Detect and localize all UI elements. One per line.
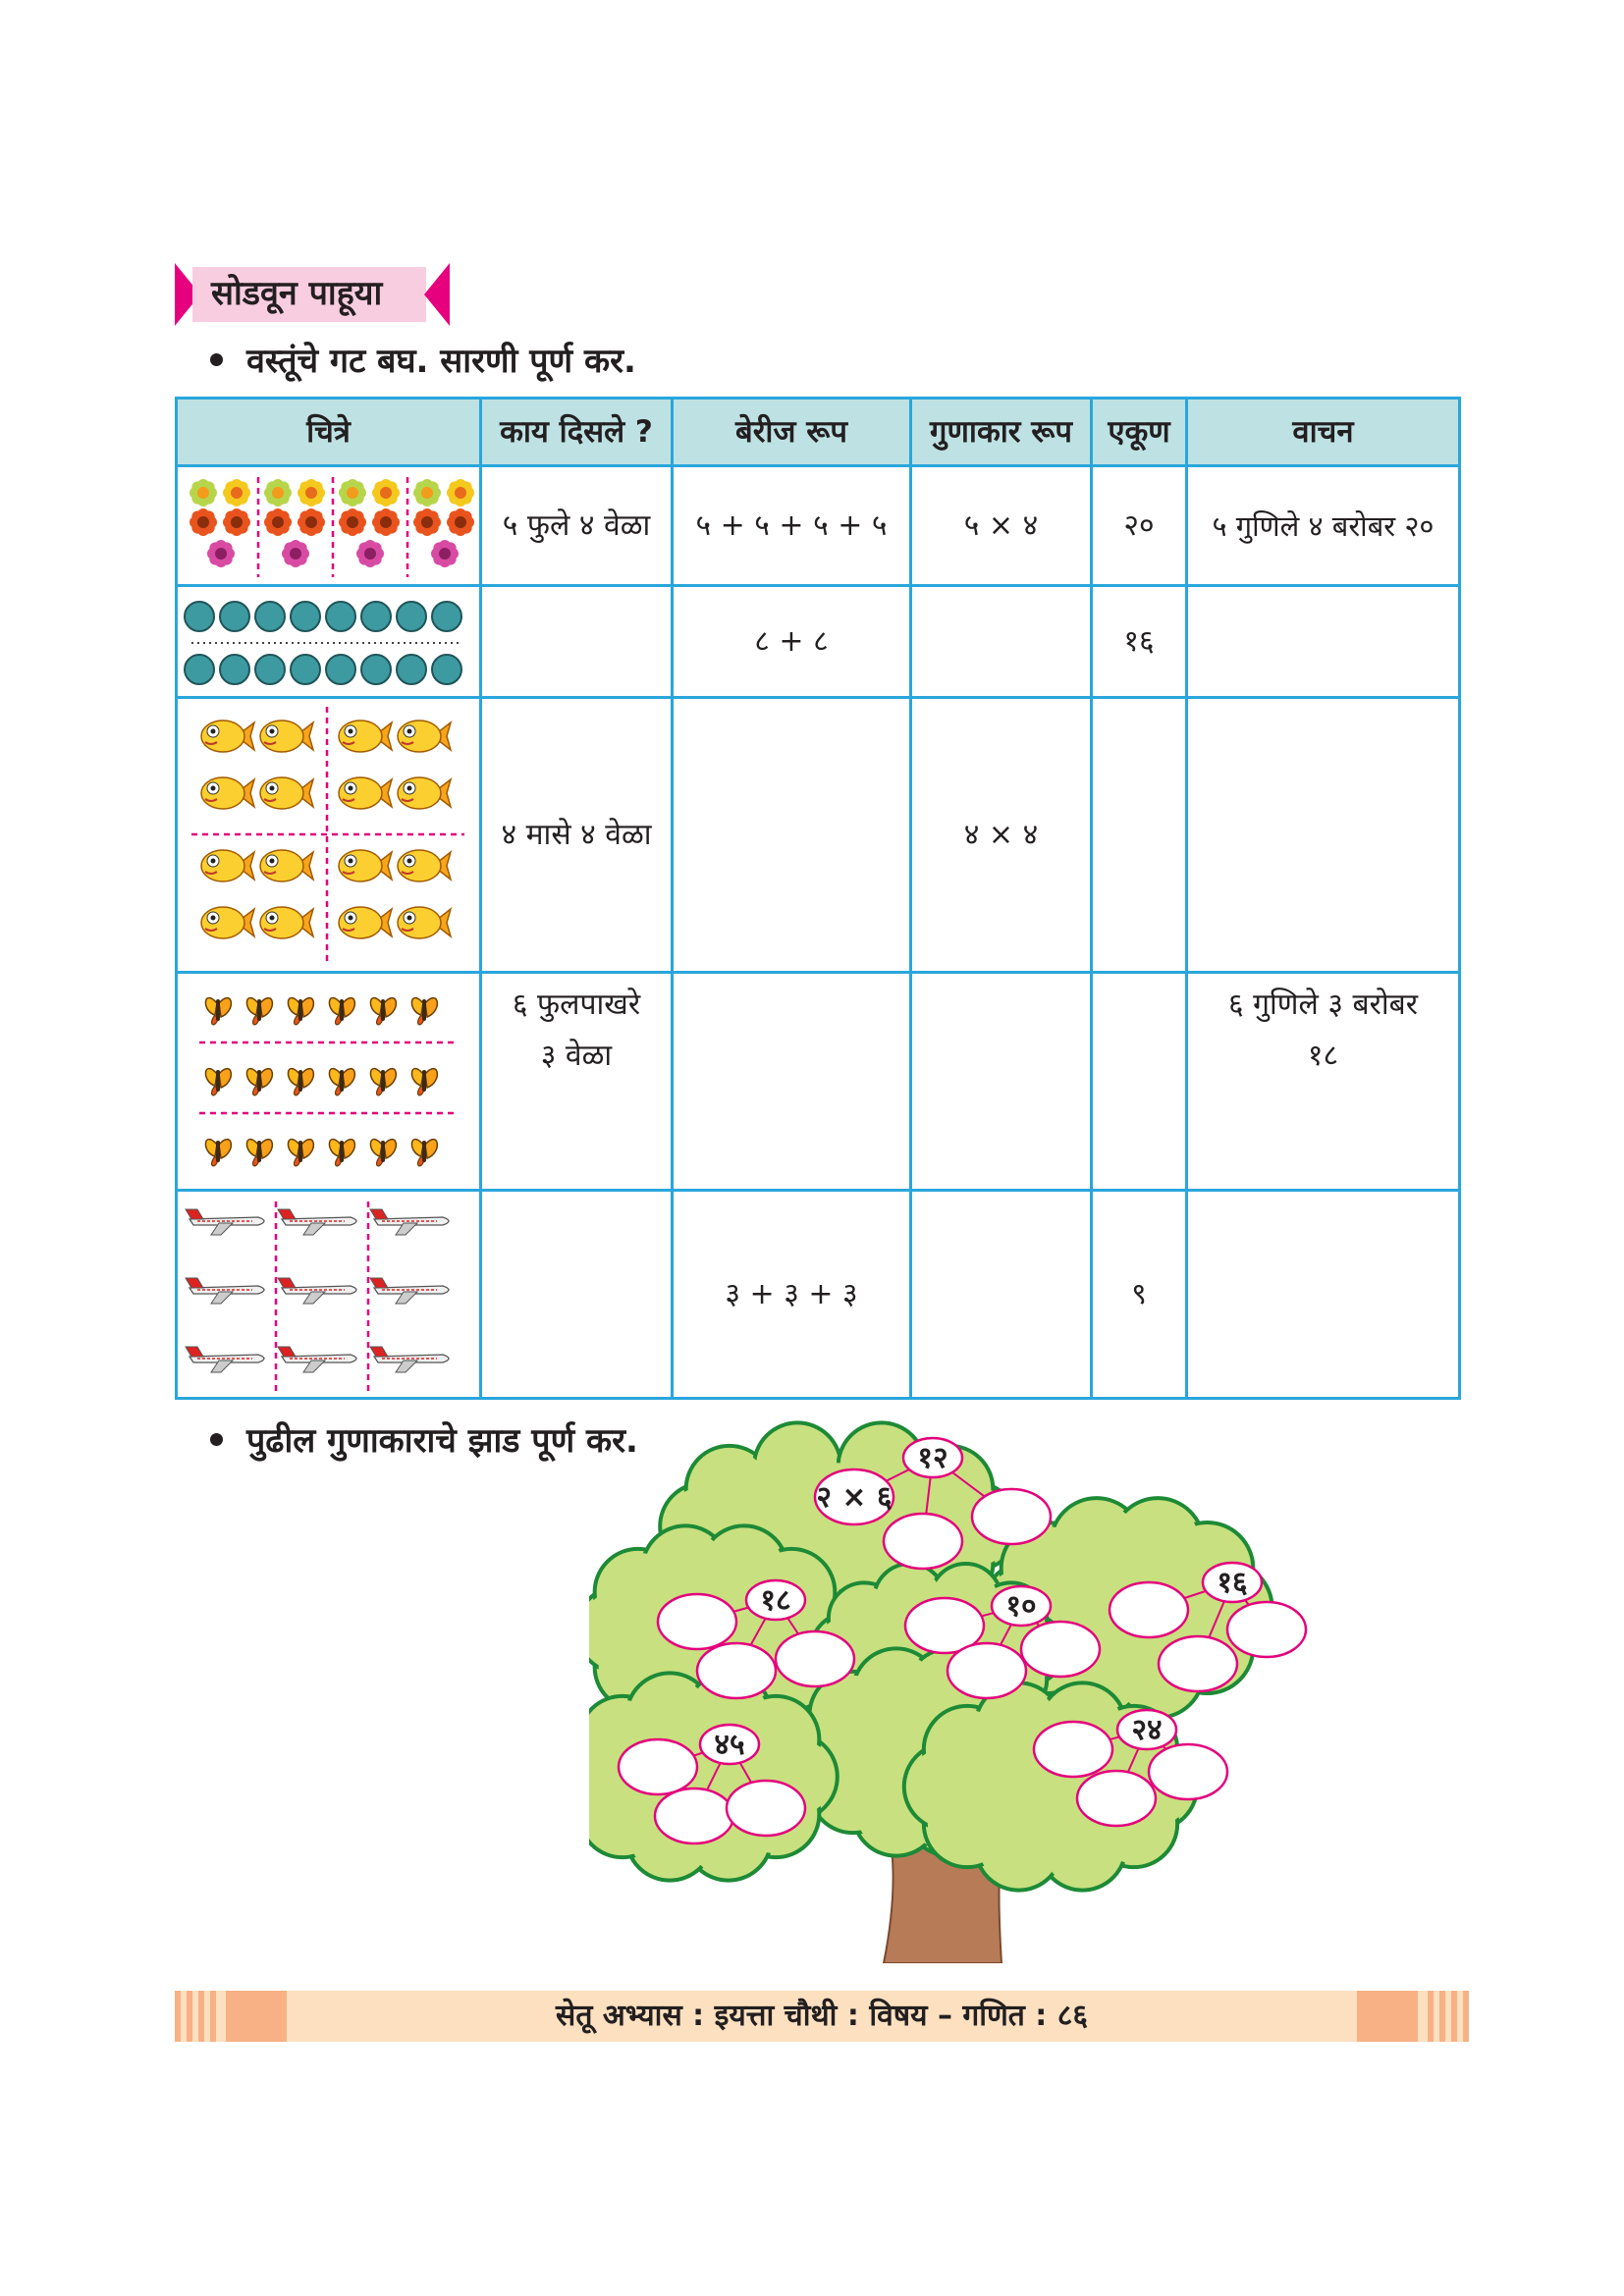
circle-icon — [326, 602, 355, 631]
butterfly-icon — [329, 1139, 354, 1165]
tree-node-value: १२ — [917, 1441, 948, 1475]
fish-icon — [201, 907, 254, 938]
butterfly-icon — [329, 997, 354, 1024]
circle-icon — [255, 655, 285, 684]
table-row — [177, 973, 1460, 1191]
airplanes-picture — [178, 1194, 476, 1396]
tree-answer-oval — [1227, 1602, 1306, 1657]
butterflies-picture-cell — [177, 973, 481, 1191]
cell-sum[interactable]: ८ + ८ — [673, 586, 911, 698]
table-row — [177, 698, 1460, 973]
cell-product[interactable] — [911, 973, 1092, 1191]
cell-sum[interactable] — [673, 973, 911, 1191]
cell-sum[interactable]: ५ + ५ + ५ + ५ — [673, 466, 911, 586]
multiplication-table — [175, 397, 1461, 1400]
flower-icon — [298, 479, 325, 507]
section-heading: सोडवून पाहूया — [211, 274, 383, 313]
fish-icon — [339, 907, 392, 938]
fish-icon — [201, 721, 254, 752]
circle-icon — [185, 655, 214, 684]
cell-total[interactable]: १६ — [1092, 586, 1187, 698]
fish-icon — [260, 850, 313, 881]
flower-icon — [189, 479, 217, 507]
bullet-icon — [210, 353, 223, 366]
fish-icon — [260, 777, 313, 809]
cell-reading[interactable] — [1187, 1191, 1460, 1399]
flower-icon — [431, 540, 459, 567]
tree-answer-oval — [776, 1631, 854, 1686]
flower-icon — [413, 479, 441, 507]
cell-product[interactable] — [911, 586, 1092, 698]
tree-answer-oval — [884, 1514, 962, 1569]
cell-sum[interactable] — [673, 698, 911, 973]
flower-icon — [223, 508, 250, 536]
flowers-picture-cell — [177, 466, 481, 586]
tree-answer-oval — [619, 1739, 697, 1794]
butterfly-icon — [288, 997, 313, 1024]
header-sum: बेरीज रूप — [673, 399, 911, 466]
circle-icon — [397, 602, 426, 631]
cell-seen[interactable]: ५ फुले ४ वेळा — [481, 466, 673, 586]
tree-answer-oval — [1077, 1771, 1156, 1826]
table-row — [177, 586, 1460, 698]
tree-answer-oval — [972, 1489, 1051, 1544]
butterfly-icon — [411, 1068, 437, 1095]
circle-icon — [326, 655, 355, 684]
fish-icon — [398, 850, 451, 881]
cell-reading[interactable]: ५ गुणिले ४ बरोबर २० — [1187, 466, 1460, 586]
fish-icon — [398, 721, 451, 752]
tree-node-value: १० — [1005, 1589, 1037, 1624]
circle-icon — [255, 602, 285, 631]
tree-answer-oval — [727, 1781, 805, 1836]
header-seen: काय दिसले ? — [481, 399, 673, 466]
airplane-icon — [186, 1347, 264, 1372]
fish-icon — [201, 850, 254, 881]
butterfly-icon — [246, 1068, 272, 1095]
tree-answer-oval — [947, 1643, 1026, 1698]
fish-icon — [398, 907, 451, 938]
flower-icon — [447, 479, 474, 507]
table-row — [177, 1191, 1460, 1399]
circle-icon — [361, 655, 391, 684]
flower-icon — [282, 540, 309, 567]
tree-answer-oval — [1034, 1722, 1112, 1777]
flower-icon — [339, 479, 366, 507]
cell-reading[interactable]: ६ गुणिले ३ बरोबर १८ — [1187, 973, 1460, 1191]
instruction-2: पुढील गुणाकाराचे झाड पूर्ण कर. — [246, 1421, 638, 1461]
header-total: एकूण — [1092, 399, 1187, 466]
flowers-picture — [178, 469, 476, 583]
cell-reading[interactable] — [1187, 586, 1460, 698]
fish-picture — [178, 701, 476, 970]
fish-icon — [201, 777, 254, 809]
cell-seen[interactable] — [481, 1191, 673, 1399]
circles-picture — [178, 589, 476, 695]
flower-icon — [413, 508, 441, 536]
cell-product[interactable]: ४ × ४ — [911, 698, 1092, 973]
cell-seen[interactable]: ६ फुलपाखरे ३ वेळा — [481, 973, 673, 1191]
butterfly-icon — [288, 1068, 313, 1095]
flower-icon — [372, 508, 400, 536]
flower-icon — [223, 479, 250, 507]
cell-product[interactable]: ५ × ४ — [911, 466, 1092, 586]
circle-icon — [432, 602, 461, 631]
cell-reading[interactable] — [1187, 698, 1460, 973]
butterflies-picture — [178, 976, 476, 1188]
tree-answer-oval — [1159, 1636, 1237, 1691]
butterfly-icon — [411, 997, 437, 1024]
fish-icon — [260, 721, 313, 752]
flower-icon — [298, 508, 325, 536]
fish-icon — [339, 777, 392, 809]
airplane-icon — [370, 1209, 449, 1235]
tree-answer-oval — [1021, 1622, 1100, 1677]
flower-icon — [189, 508, 217, 536]
tree-node-value: ४५ — [714, 1728, 745, 1762]
cell-seen[interactable] — [481, 586, 673, 698]
header-pictures: चित्रे — [177, 399, 481, 466]
circle-icon — [291, 602, 320, 631]
header-reading: वाचन — [1187, 399, 1460, 466]
fish-icon — [339, 850, 392, 881]
flower-icon — [356, 540, 384, 567]
butterfly-icon — [205, 1068, 231, 1095]
cell-product[interactable] — [911, 1191, 1092, 1399]
butterfly-icon — [370, 997, 396, 1024]
tree-answer-oval — [658, 1594, 736, 1649]
butterfly-icon — [411, 1139, 437, 1165]
circles-picture-cell — [177, 586, 481, 698]
butterfly-icon — [329, 1068, 354, 1095]
butterfly-icon — [246, 997, 272, 1024]
circle-icon — [220, 602, 249, 631]
cell-seen[interactable]: ४ मासे ४ वेळा — [481, 698, 673, 973]
butterfly-icon — [205, 1139, 231, 1165]
footer-text: सेतू अभ्यास : इयत्ता चौथी : विषय – गणित : ८६ — [556, 1999, 1088, 2033]
circle-icon — [220, 655, 249, 684]
tree-answer-oval — [697, 1643, 776, 1698]
bullet-icon — [210, 1433, 223, 1446]
circle-icon — [397, 655, 426, 684]
flower-icon — [207, 540, 235, 567]
tree-node-value: १६ — [1217, 1566, 1248, 1600]
tree-answer-oval — [1149, 1744, 1227, 1799]
cell-total[interactable] — [1092, 698, 1187, 973]
airplane-icon — [370, 1347, 449, 1372]
fish-icon — [398, 777, 451, 809]
fish-picture-cell — [177, 698, 481, 973]
airplane-icon — [278, 1347, 356, 1372]
fish-icon — [260, 907, 313, 938]
instruction-2-line — [210, 1419, 638, 1463]
fish-icon — [339, 721, 392, 752]
table-header-row — [177, 399, 1460, 466]
airplanes-picture-cell — [177, 1191, 481, 1399]
butterfly-icon — [288, 1139, 313, 1165]
butterfly-icon — [370, 1068, 396, 1095]
flower-icon — [372, 479, 400, 507]
instruction-1-line — [210, 340, 636, 383]
circle-icon — [291, 655, 320, 684]
butterfly-icon — [246, 1139, 272, 1165]
tree-node-value: २४ — [1131, 1713, 1163, 1747]
circle-icon — [361, 602, 391, 631]
cell-sum[interactable]: ३ + ३ + ३ — [673, 1191, 911, 1399]
cell-total[interactable] — [1092, 973, 1187, 1191]
tree-node-value: १८ — [760, 1583, 791, 1618]
circle-icon — [185, 602, 214, 631]
cell-total[interactable]: ९ — [1092, 1191, 1187, 1399]
airplane-icon — [186, 1209, 264, 1235]
instruction-1: वस्तूंचे गट बघ. सारणी पूर्ण कर. — [246, 342, 636, 381]
cell-total[interactable]: २० — [1092, 466, 1187, 586]
header-product: गुणाकार रूप — [911, 399, 1092, 466]
butterfly-icon — [370, 1139, 396, 1165]
flower-icon — [447, 508, 474, 536]
flower-icon — [264, 479, 292, 507]
tree-answer-text: २ × ६ — [816, 1480, 893, 1515]
table-row — [177, 466, 1460, 586]
flower-icon — [339, 508, 366, 536]
tree-answer-oval — [1110, 1582, 1188, 1637]
circle-icon — [432, 655, 461, 684]
flower-icon — [264, 508, 292, 536]
tree-answer-oval — [655, 1789, 733, 1843]
airplane-icon — [278, 1278, 356, 1304]
butterfly-icon — [205, 997, 231, 1024]
airplane-icon — [186, 1278, 264, 1304]
airplane-icon — [278, 1209, 356, 1235]
multiplication-tree — [589, 1414, 1335, 1963]
airplane-icon — [370, 1278, 449, 1304]
